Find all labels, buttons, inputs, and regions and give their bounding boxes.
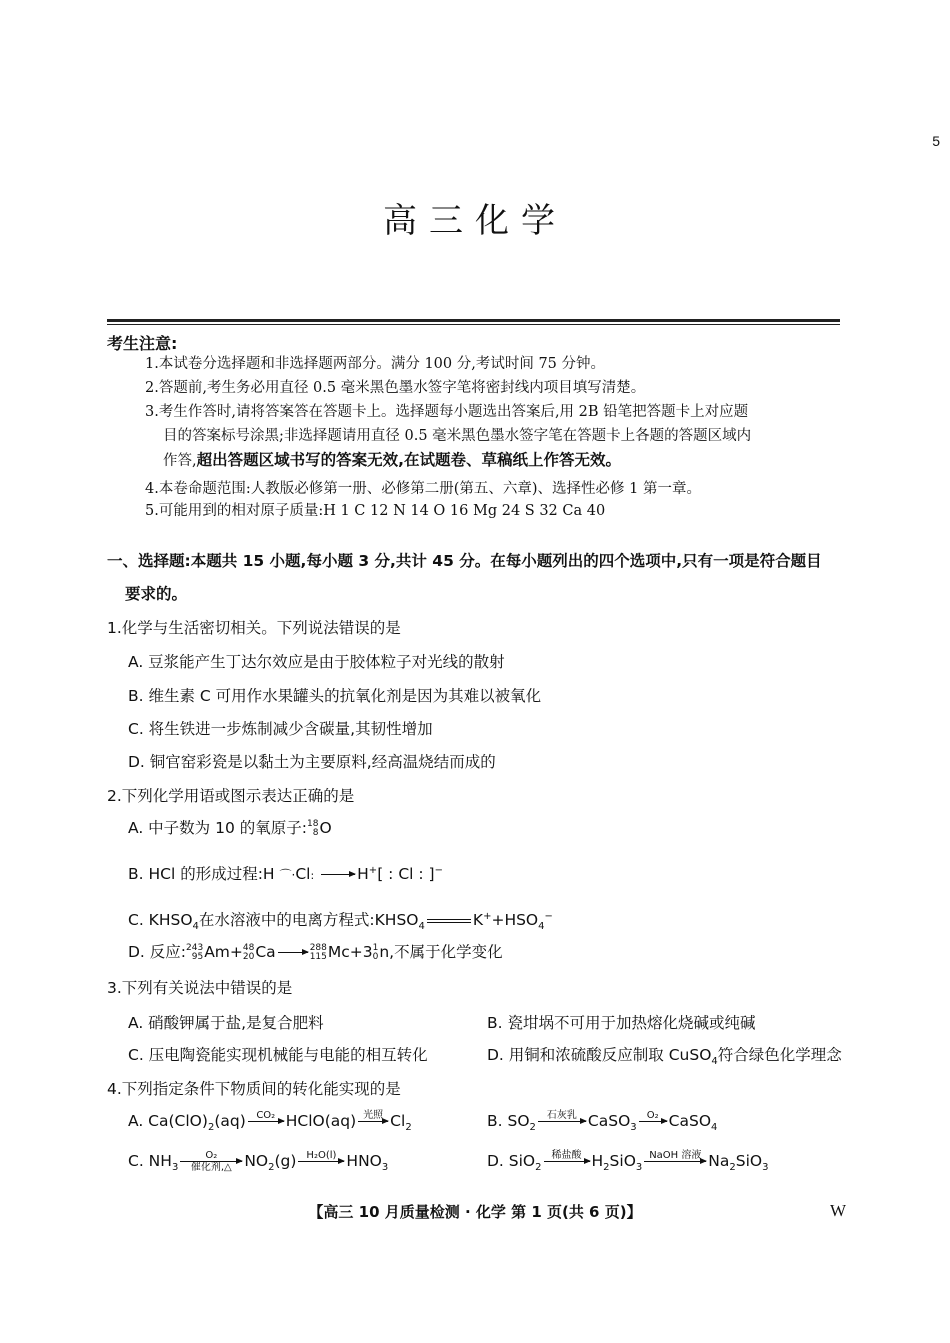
electron-transfer-icon: ⌒· (279, 868, 296, 882)
notice-item-3 (145, 400, 840, 473)
section-heading (107, 545, 842, 611)
reaction-condition: CO₂ (256, 1110, 276, 1121)
footer-mark: W (830, 1201, 847, 1220)
option-text: SiO (609, 1152, 636, 1170)
option-text: A. Ca(ClO) (128, 1112, 208, 1130)
question-2-option-c: C. $KHSO_4$在水溶液中的电离方程式$:KHSO_4$ $K^++HSO_4^-$ (128, 910, 553, 933)
option-text: CaSO (587, 1112, 631, 1130)
question-4-stem: 4.下列指定条件下物质间的转化能实现的是 (107, 1080, 401, 1098)
element-symbol: Cl (295, 865, 311, 883)
reaction-arrow-icon (180, 1150, 242, 1173)
atomic-number: 115 (309, 951, 327, 962)
question-2-option-d: D. 反应:243 95Am+48 20Ca 288 115Mc+31 0n,不属于化学变化 (128, 940, 503, 964)
reaction-arrow-icon (278, 941, 308, 964)
reaction-arrow-icon (358, 1110, 388, 1133)
option-text: HClO(aq) (285, 1112, 357, 1130)
notice-text: 作答, (163, 453, 197, 469)
notice-item-2 (145, 376, 840, 400)
isotope-notation (186, 944, 203, 962)
mass-number: 18 (307, 818, 319, 829)
electron-dots-icon: : (310, 869, 315, 882)
question-3-option-d: D. 用铜和浓硫酸反应制取 CuSO$_4$符合绿色化学理念 (487, 1046, 842, 1068)
question-4-option-a: A. $Ca(ClO)_2(aq)$ CO₂ HClO(aq) 光照 $Cl_2$ (128, 1110, 412, 1134)
reaction-condition: O₂ (205, 1150, 218, 1161)
notice-text: 2.答题前,考生务必用直径 0.5 毫米黑色墨水签字笔将密封线内项目填写清楚。 (145, 380, 646, 396)
option-text: NO (244, 1152, 269, 1170)
reaction-condition: 光照 (363, 1110, 384, 1121)
element-symbol: Am (204, 943, 230, 961)
option-text: 符合绿色化学理念 (717, 1046, 842, 1064)
mass-number: 243 (186, 942, 204, 953)
notice-text (145, 448, 840, 473)
question-4-option-d: D. SiO$_2$ 稀盐酸 $H_2SiO_3$ NaOH 溶液 $Na_2SiO_3$ (487, 1150, 769, 1174)
reaction-arrow-icon (298, 1150, 344, 1173)
question-1-stem: 1.化学与生活密切相关。下列说法错误的是 (107, 619, 401, 637)
question-1-option-a: A. 豆浆能产生丁达尔效应是由于胶体粒子对光线的散射 (128, 653, 505, 671)
option-text: (aq) (214, 1112, 246, 1130)
notice-text: 4.本卷命题范围:人教版必修第一册、必修第二册(第五、六章)、选择性必修 1 第一章。 (145, 481, 701, 497)
element-symbol: Mc+3 (327, 943, 373, 961)
option-text: (g) (274, 1152, 297, 1170)
question-3-option-b: B. 瓷坩埚不可用于加热熔化烧碱或纯碱 (487, 1014, 756, 1032)
notice-text: 5.可能用到的相对原子质量:H 1 C 12 N 14 O 16 Mg 24 S 32 Ca 40 (145, 503, 606, 519)
question-2-option-a (128, 816, 332, 838)
notice-heading: 考生注意: (107, 334, 178, 353)
divider (107, 319, 840, 322)
question-1-option-c: C. 将生铁进一步炼制减少含碳量,其韧性增加 (128, 720, 433, 738)
notice-item-5 (145, 499, 840, 523)
notice-text: 目的答案标号涂黑;非选择题请用直径 0.5 毫米黑色墨水签字笔在答题卡上各题的答题区域内 (163, 428, 752, 444)
reaction-condition: 催化剂,△ (190, 1162, 232, 1173)
reaction-arrow-icon (538, 1110, 586, 1133)
notice-item-1 (145, 352, 840, 376)
option-text: +HSO (491, 911, 539, 929)
notice-emphasis: 超出答题区域书写的答案无效,在试题卷、草稿纸上作答无效。 (196, 451, 621, 469)
reaction-condition: 稀盐酸 (551, 1150, 582, 1161)
option-text: D. 用铜和浓硫酸反应制取 CuSO (487, 1046, 712, 1064)
reaction-condition: 石灰乳 (546, 1110, 577, 1121)
notice-item-4 (145, 477, 840, 501)
option-text: C. NH (128, 1152, 172, 1170)
question-2-stem: 2.下列化学用语或图示表达正确的是 (107, 787, 355, 805)
isotope-notation (373, 944, 379, 962)
divider (107, 324, 840, 325)
question-3-stem: 3.下列有关说法中错误的是 (107, 979, 293, 997)
question-1-option-d: D. 铜官窑彩瓷是以黏土为主要原料,经高温烧结而成的 (128, 753, 496, 771)
mass-number: 1 (372, 942, 379, 953)
question-1-option-b: B. 维生素 C 可用作水果罐头的抗氧化剂是因为其难以被氧化 (128, 687, 542, 705)
element-symbol: Cl (398, 865, 414, 883)
reaction-arrow-icon (321, 863, 355, 886)
reaction-condition: H₂O(l) (306, 1150, 337, 1161)
reaction-arrow-icon (544, 1150, 590, 1173)
equals-sign-icon (427, 919, 471, 923)
option-text: Na (708, 1152, 730, 1170)
question-3-option-c: C. 压电陶瓷能实现机械能与电能的相互转化 (128, 1046, 428, 1064)
question-3-option-a: A. 硝酸钾属于盐,是复合肥料 (128, 1014, 324, 1032)
mass-number: 288 (309, 942, 327, 953)
notice-text: 3.考生作答时,请将答案答在答题卡上。选择题每小题选出答案后,用 2B 铅笔把答题卡上对应题 (145, 404, 749, 420)
option-text: n,不属于化学变化 (379, 943, 503, 961)
isotope-notation (307, 820, 318, 838)
page-title: 高三化学 (383, 201, 567, 241)
option-text: B. SO (487, 1112, 530, 1130)
option-text: A. 中子数为 10 的氧原子: (128, 819, 307, 837)
option-text: D. SiO (487, 1152, 536, 1170)
section-text: 要求的。 (125, 585, 188, 603)
notice-text: 1.本试卷分选择题和非选择题两部分。满分 100 分,考试时间 75 分钟。 (145, 356, 606, 372)
reaction-condition: O₂ (646, 1110, 659, 1121)
option-text: H (591, 1152, 604, 1170)
page-footer: 【高三 10 月质量检测 · 化学 第 1 页(共 6 页)】 (308, 1203, 642, 1221)
section-text: 一、选择题:本题共 15 小题,每小题 3 分,共计 45 分。在每小题列出的四个选项中,只有一项是符合题目 (107, 552, 822, 570)
element-symbol: O (319, 819, 332, 837)
atomic-number: 95 (191, 951, 204, 962)
option-text: D. 反应: (128, 943, 187, 961)
isotope-notation (243, 944, 254, 962)
question-4-option-c: C. $NH_3$ O₂ 催化剂,△ $NO_2(g)$ H₂O(l) $HNO_3$ (128, 1150, 389, 1174)
option-text: CaSO (668, 1112, 712, 1130)
reaction-arrow-icon (639, 1110, 667, 1133)
question-4-option-b: B. $SO_2$ 石灰乳 CaSO$_3$ O₂ CaSO$_4$ (487, 1110, 718, 1134)
isotope-notation (310, 944, 327, 962)
atomic-number: 8 (312, 827, 319, 838)
atomic-number: 20 (242, 951, 255, 962)
option-text: K (472, 911, 484, 929)
corner-page-number: 5 (932, 133, 940, 149)
reaction-condition: NaOH 溶液 (649, 1150, 702, 1161)
atomic-number: 0 (372, 951, 379, 962)
option-text: Cl (390, 1112, 406, 1130)
reaction-arrow-icon (248, 1110, 284, 1133)
option-text: B. HCl 的形成过程:H (128, 865, 275, 883)
mass-number: 48 (242, 942, 255, 953)
option-text: HNO (346, 1152, 382, 1170)
element-symbol: Ca (255, 943, 276, 961)
reaction-arrow-icon (644, 1150, 706, 1173)
option-text: 在水溶液中的电离方程式:KHSO (198, 911, 419, 929)
question-2-option-b: B. HCl 的形成过程:H ⌒·Cl: H+[ : Cl : ]− (128, 862, 443, 886)
option-text: C. KHSO (128, 911, 193, 929)
element-symbol: H (357, 865, 369, 883)
option-text: SiO (735, 1152, 763, 1170)
